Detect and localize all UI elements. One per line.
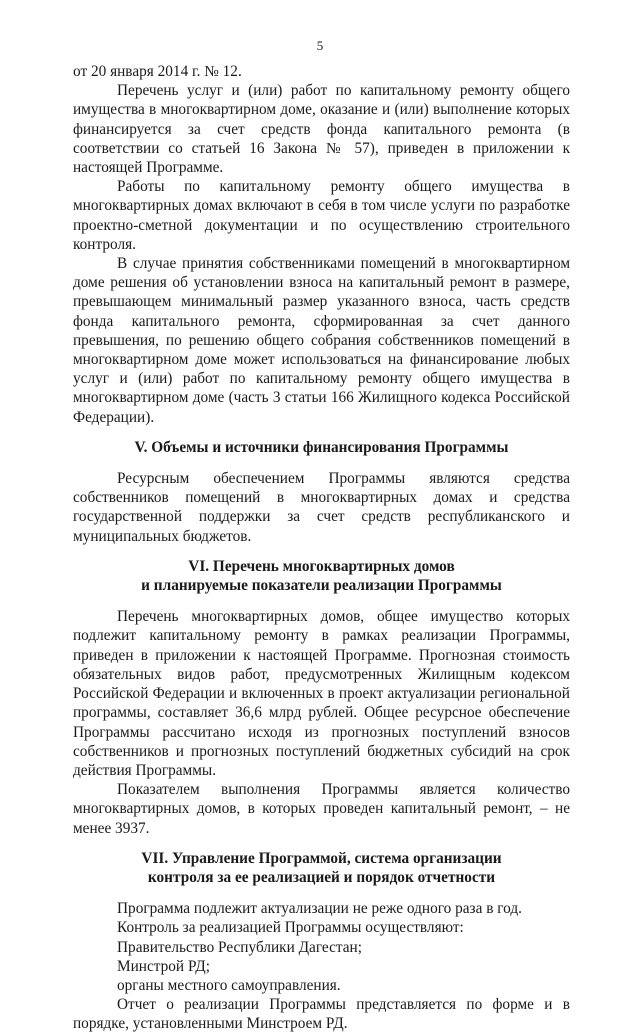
paragraph-houses-list: Перечень многоквартирных домов, общее имущество которых подлежит капитальному ремонту в рамках реализации Программы, приведен в приложении к настоящей Программе. Прогнозная стоимость обязательных видов работ, предусмотренных Жилищным кодексом Российской Федерации и включенных в проект актуализации региональной программы, составляет 36,6 млрд рублей. Общее ресурсное обеспечение Программы рассчитано исходя из прогнозных поступлений взносов собственников и прогнозных поступлений бюджетных субсидий на срок действия Программы.: [73, 608, 570, 779]
paragraph-continued: от 20 января 2014 г. № 12.: [73, 63, 242, 80]
section-heading-vi-line1: VI. Перечень многоквартирных домов: [188, 557, 455, 575]
section-heading-vi: [73, 557, 570, 595]
paragraph-services-list: Перечень услуг и (или) работ по капитальному ремонту общего имущества в многоквартирном доме, оказание и (или) выполнение которых финансируется за счет средств фонда капитального ремонта (в соответствии со статьей 16 Закона № 57), приведен в приложении к настоящей Программе.: [73, 82, 570, 177]
paragraph-report: Отчет о реализации Программы представляется по форме и в порядке, установленными Минстроем РД.: [73, 996, 570, 1033]
spacer: [73, 838, 570, 849]
list-item-government: Правительство Республики Дагестан;: [117, 938, 362, 956]
section-heading-vii-line2: контроля за ее реализацией и порядок отчетности: [147, 868, 496, 886]
section-heading-vi-line2: и планируемые показатели реализации Программы: [141, 577, 502, 595]
spacer: [73, 457, 570, 469]
paragraph-control: Контроль за реализацией Программы осуществляют:: [117, 919, 464, 937]
spacer: [73, 427, 570, 438]
spacer: [73, 595, 570, 607]
document-body: [73, 62, 570, 1034]
paragraph-update: Программа подлежит актуализации не реже одного раза в год.: [117, 900, 522, 918]
paragraph-owners-decision: В случае принятия собственниками помещений в многоквартирном доме решения об установлении взноса на капитальный ремонт в размере, превышающем минимальный размер указанного взноса, часть средств фонда капитального ремонта, сформированная за счет данного превышения, по решению общего собрания собственников помещений в многоквартирном доме может использоваться на финансирование любых услуг и (или) работ по капитальному ремонту общего имущества в многоквартирном доме (часть 3 статьи 166 Жилищного кодекса Российской Федерации).: [73, 255, 570, 426]
section-heading-v: V. Объемы и источники финансирования Программы: [134, 438, 509, 456]
spacer: [73, 546, 570, 557]
paragraph-works-include: Работы по капитальному ремонту общего имущества в многоквартирных домах включают в себя в том числе услуги по разработке проектно-сметной документации и по осуществлению строительного контроля.: [73, 178, 570, 253]
page-number: 5: [316, 38, 324, 53]
section-heading-vii-line1: VII. Управление Программой, система организации: [141, 849, 502, 867]
paragraph-resources: Ресурсным обеспечением Программы являются средства собственников помещений в многоквартирных домах и средства государственной поддержки за счет средств республиканского и муниципальных бюджетов.: [73, 470, 570, 545]
list-item-minstroy: Минстрой РД;: [117, 957, 210, 975]
spacer: [73, 887, 570, 899]
section-heading-vii: [73, 849, 570, 887]
list-item-local: органы местного самоуправления.: [117, 976, 341, 994]
paragraph-indicator: Показателем выполнения Программы является количество многоквартирных домов, в которых проведен капитальный ремонт, – не менее 3937.: [73, 781, 570, 837]
